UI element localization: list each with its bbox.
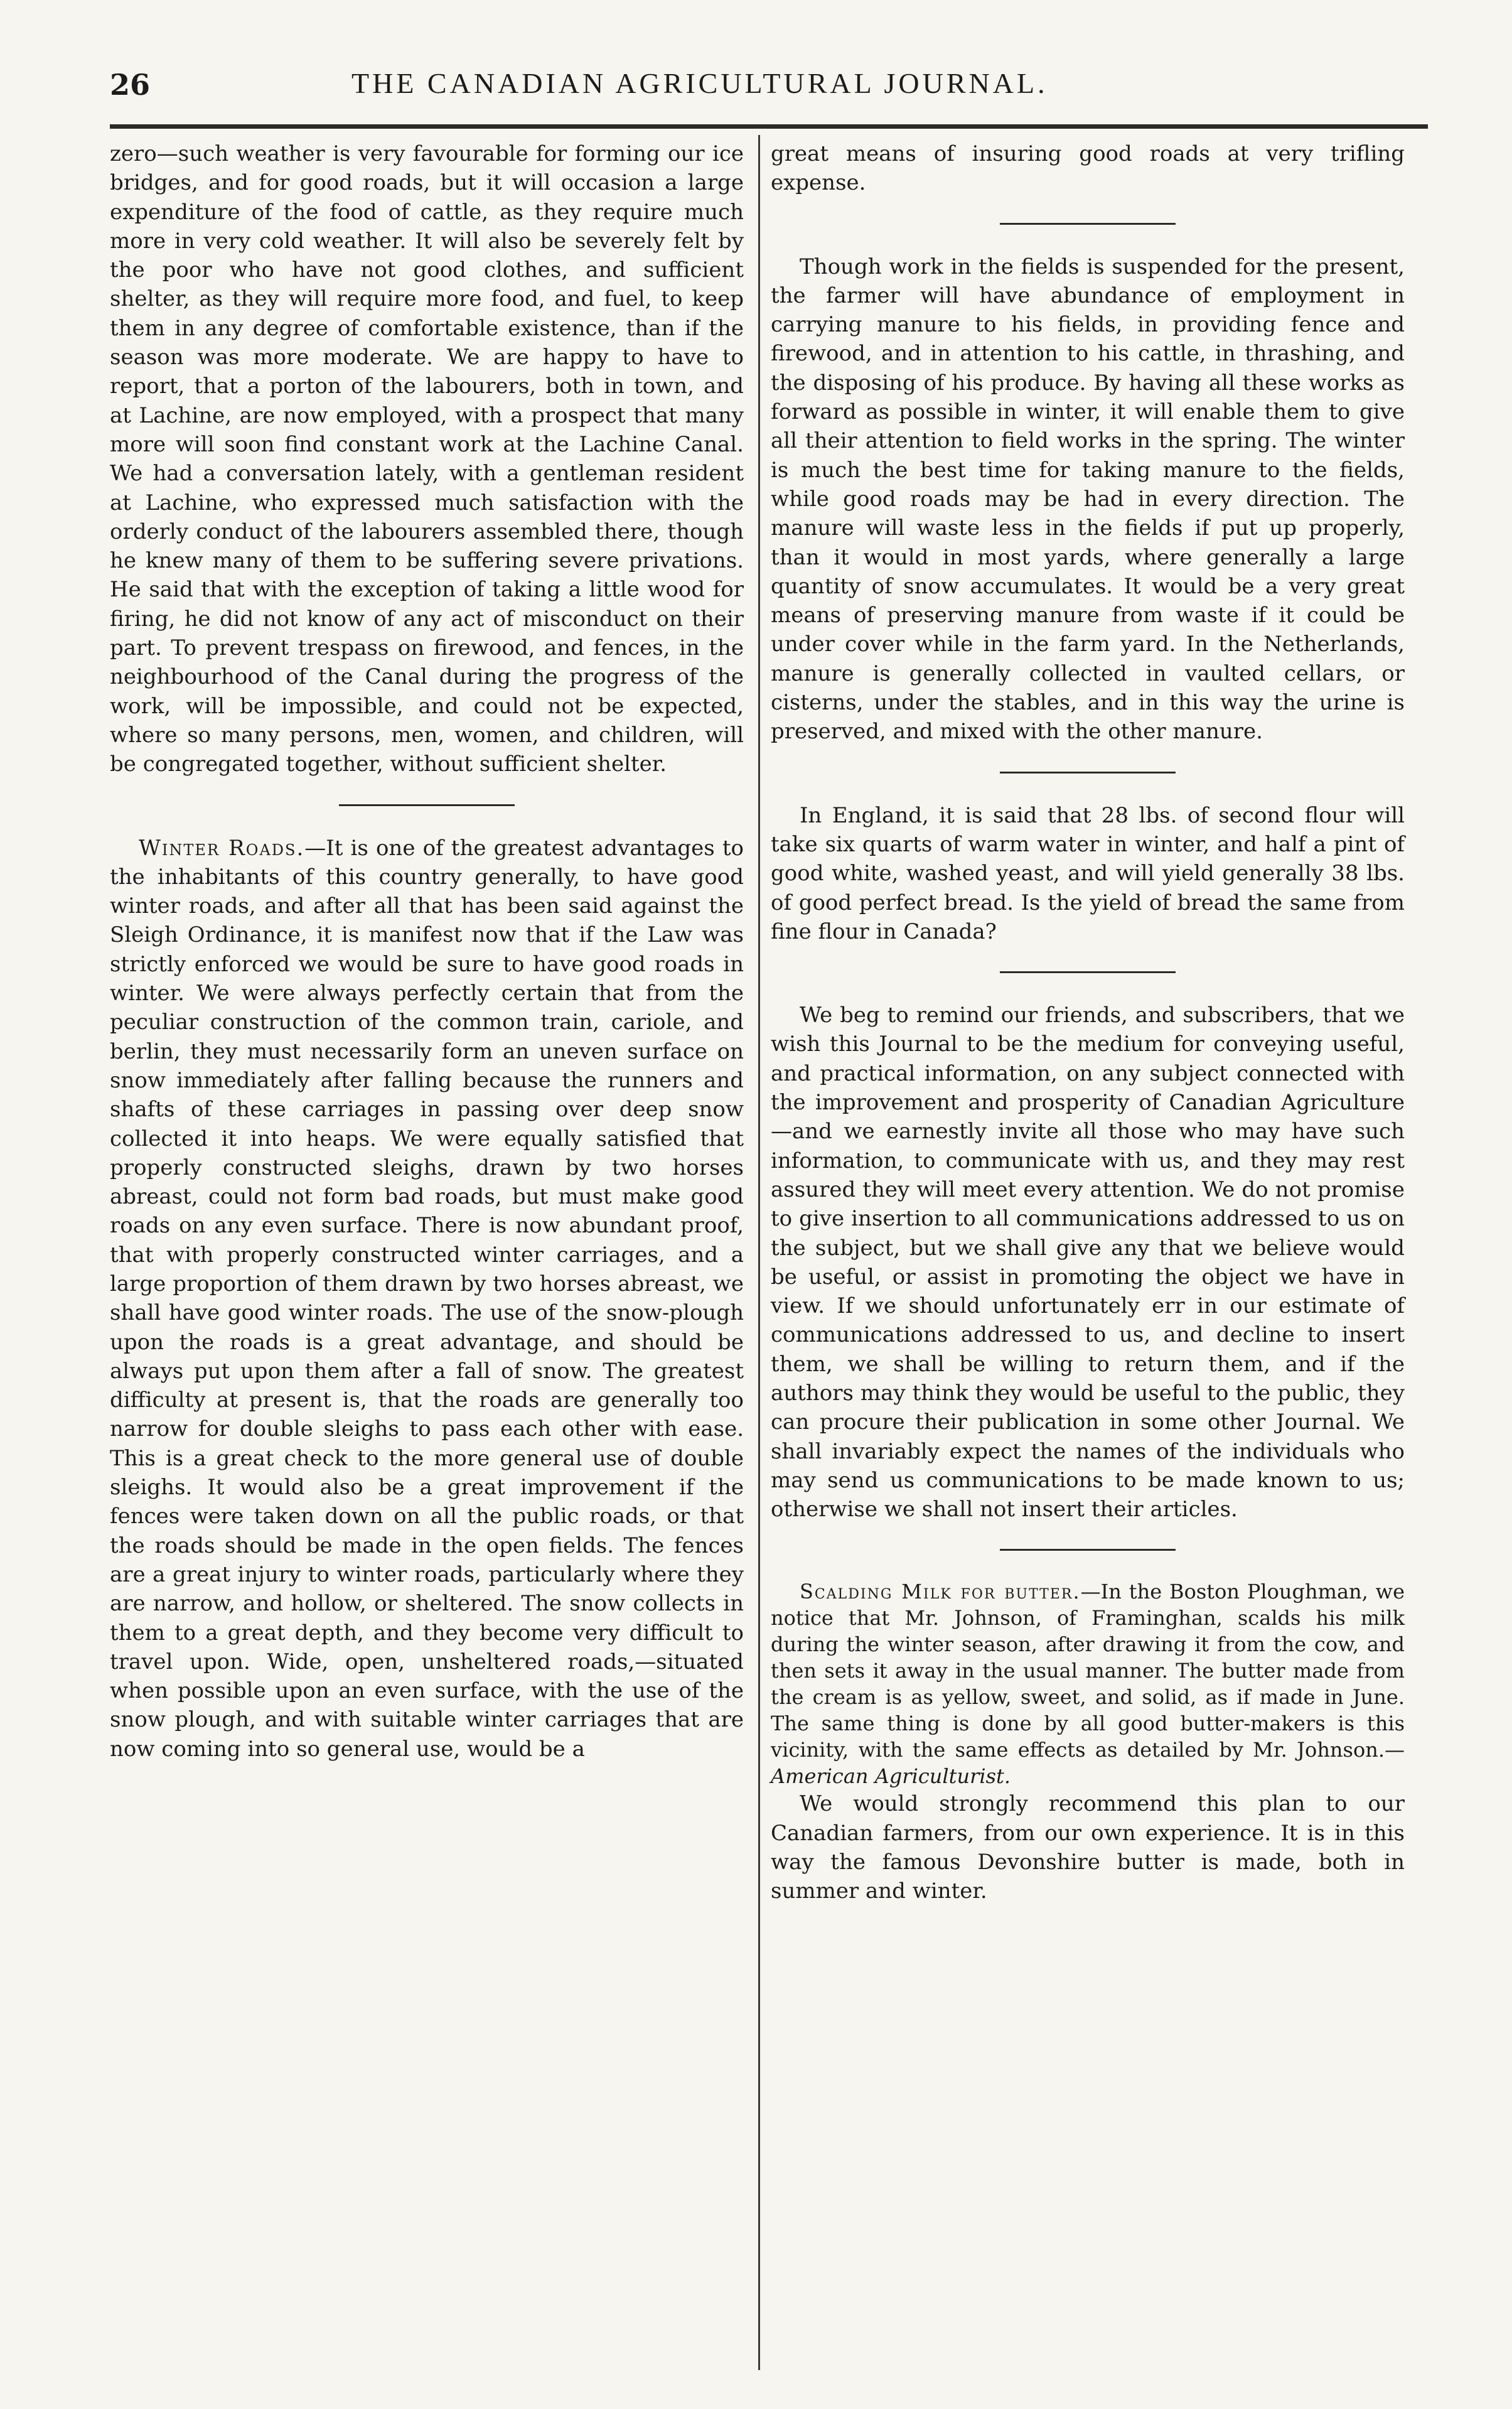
header-rule (110, 124, 1428, 129)
paragraph-bread: In England, it is said that 28 lbs. of second flour will take six quarts of warm water in winter, and half a pint of good white, washed yeast, and will yield generally 38 lbs. of good perfect bread. Is the yield of bread the same from fine flour in Canada? (771, 802, 1405, 944)
section-separator (1000, 971, 1176, 973)
winter-roads-body: —It is one of the greatest advantages to the inhabitants of this country generally, to have good winter roads, and after all that has been said against the Sleigh Ordinance, it is manifest now that if the Law was strictly enforced we would be sure to have good roads in winter. We were always perfectly certain that from the peculiar construction of the common train, cariole, and berlin, they must necessarily form an uneven surface on snow immediately after falling because the runners and shafts of these carriages in passing over deep snow collected it into heaps. We were equally satisfied that properly constructed sleighs, drawn by two horses abreast, could not form bad roads, but must make good roads on any even surface. There is now abundant proof, that with properly constructed winter carriages, and a large proportion of them drawn by two horses abreast, we shall have good winter roads. The use of the snow-plough upon the roads is a great advantage, and should be always put upon them after a fall of snow. The greatest difficulty at present is, that the roads are generally too narrow for double sleighs to pass each other with ease. This is a great check to the more general use of double sleighs. It would also be a great improvement if the fences were taken down on all the public roads, or that the roads should be made in the open fields. The fences are a great injury to winter roads, particularly where they are narrow, and hollow, or sheltered. The snow collects in them to a great depth, and they become very difficult to travel upon. Wide, open, unsheltered roads,—situated when possible upon an even surface, with the use of the snow plough, and with suitable winter carriages that are now coming into so general use, would be a (110, 835, 744, 1762)
section-separator (339, 804, 515, 806)
paragraph-subscribers: We beg to remind our friends, and subscribers, that we wish this Journal to be the medium for conveying useful, and practical information, on any subject connected with the improvement and prosperity of Canadian Agriculture—and we earnestly invite all those who may have such information, to communicate with us, and they may rest assured they will meet every attention. We do not promise to give insertion to all communications addressed to us on the subject, but we shall give any that we believe would be useful, or assist in promoting the object we have in view. If we should unfortunately err in our estimate of communications addressed to us, and decline to insert them, we shall be willing to return them, and if the authors may think they would be useful to the public, they can procure their publication in some other Journal. We shall invariably expect the names of the individuals who may send us communications to be made known to us; otherwise we shall not insert their articles. (771, 1003, 1405, 1522)
paragraph-devonshire: We would strongly recommend this plan to our Canadian farmers, from our own experience. It is in this way the famous Devonshire butter is made, both in summer and winter. (771, 1791, 1405, 1904)
scalding-milk-heading: Scalding Milk for butter. (800, 1580, 1081, 1604)
scalding-milk-credit: —American Agriculturist. (771, 1738, 1405, 1789)
journal-title: THE CANADIAN AGRICULTURAL JOURNAL. (351, 67, 1048, 99)
left-column (110, 139, 744, 1764)
column-divider (758, 135, 760, 2370)
paragraph-continuation: great means of insuring good roads at very trifling expense. (771, 141, 1405, 196)
section-separator (1000, 1549, 1176, 1551)
right-column (771, 139, 1405, 1906)
scalding-milk-body: —In the Boston Ploughman, we notice that Mr. Johnson, of Framinghan, scalds his milk during the winter season, after drawing it from the cow, and then sets it away in the usual manner. The butter made from the cream is as yellow, sweet, and solid, as if made in June. The same thing is done by all good butter-makers is this vicinity, with the same effects as detailed by Mr. Johnson. (771, 1580, 1405, 1762)
paragraph-scalding-milk (771, 1578, 1405, 1789)
winter-roads-heading: Winter Roads. (139, 835, 305, 861)
section-separator (1000, 223, 1176, 225)
page-number: 26 (110, 68, 151, 102)
section-separator (1000, 772, 1176, 773)
paragraph-weather: zero—such weather is very favourable for forming our ice bridges, and for good roads, but it will occasion a large expenditure of the food of cattle, as they require much more in very cold weather. It will also be severely felt by the poor who have not good clothes, and sufficient shelter, as they will require more food, and fuel, to keep them in any degree of comfortable existence, than if the season was more moderate. We are happy to have to report, that a porton of the labourers, both in town, and at Lachine, are now employed, with a prospect that many more will soon find constant work at the Lachine Canal. We had a conversation lately, with a gentleman resident at Lachine, who expressed much satisfaction with the orderly conduct of the labourers assembled there, though he knew many of them to be suffering severe privations. He said that with the exception of taking a little wood for firing, he did not know of any act of misconduct on their part. To prevent trespass on firewood, and fences, in the neighbourhood of the Canal during the progress of the work, will be impossible, and could not be expected, where so many persons, men, women, and children, will be congregated together, without sufficient shelter. (110, 141, 744, 777)
paragraph-manure: Though work in the fields is suspended for the present, the farmer will have abundance of employment in carrying manure to his fields, in providing fence and firewood, and in attention to his cattle, in thrashing, and the disposing of his produce. By having all these works as forward as possible in winter, it will enable them to give all their attention to field works in the spring. The winter is much the best time for taking manure to the fields, while good roads may be had in every direction. The manure will waste less in the fields if put up properly, than it would in most yards, where generally a large quantity of snow accumulates. It would be a very great means of preserving manure from waste if it could be under cover while in the farm yard. In the Netherlands, manure is generally collected in vaulted cellars, or cisterns, under the stables, and in this way the urine is preserved, and mixed with the other manure. (771, 254, 1405, 745)
paragraph-winter-roads (110, 834, 744, 1764)
